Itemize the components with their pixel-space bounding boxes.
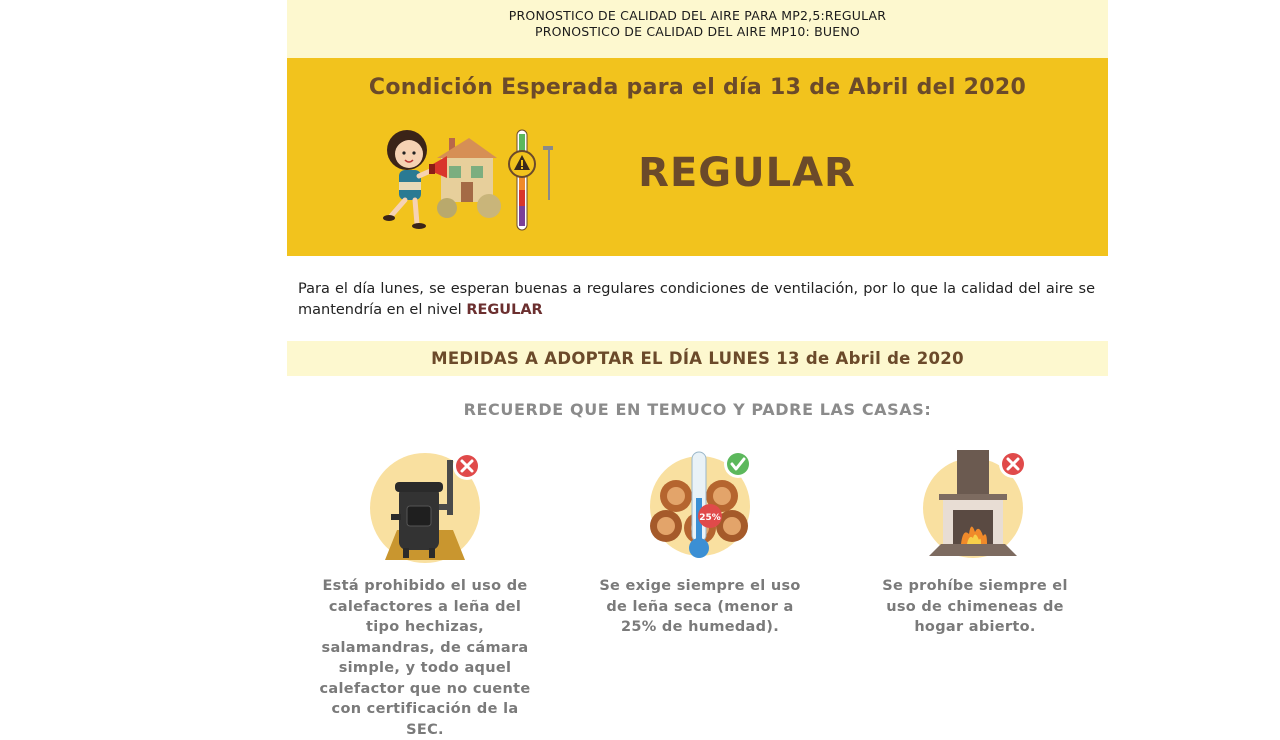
girl-with-megaphone-illustration <box>377 120 557 232</box>
forecast-header <box>287 0 1108 58</box>
measure-card-firewood <box>590 448 810 638</box>
bulletin-column <box>287 0 1108 738</box>
measure-card-stove <box>315 448 535 740</box>
thermometer-label: 25% <box>699 513 721 523</box>
measure-card-fireplace <box>865 448 1085 638</box>
prohibited-badge-icon <box>453 452 481 480</box>
measure-text-firewood: Se exige siempre el uso de leña seca (menor a 25% de humedad). <box>599 578 801 635</box>
condition-title: Condición Esperada para el día 13 de Abril del 2020 <box>368 75 1027 100</box>
forecast-mp25: PRONOSTICO DE CALIDAD DEL AIRE PARA MP2,5:REGULAR <box>508 8 887 23</box>
measure-text-stove: Está prohibido el uso de calefactores a leña del tipo hechizas, salamandras, de cámara simple, y todo aquel calefactor que no cuente con certificación de la SEC. <box>319 578 531 738</box>
description-highlight: REGULAR <box>466 302 543 318</box>
reminder-heading: RECUERDE QUE EN TEMUCO Y PADRE LAS CASAS: <box>463 400 932 419</box>
description-text: Para el día lunes, se esperan buenas a regulares condiciones de ventilación, por lo que la calidad del aire se mantendría en el nivel <box>298 281 1095 318</box>
prohibited-badge-icon <box>999 450 1027 478</box>
open-fireplace-icon <box>905 448 1045 563</box>
forecast-description <box>298 279 1095 321</box>
measure-text-fireplace: Se prohíbe siempre el uso de chimeneas de hogar abierto. <box>882 578 1068 635</box>
condition-level: REGULAR <box>638 150 856 196</box>
wood-stove-icon <box>355 448 495 563</box>
allowed-badge-icon <box>724 450 752 478</box>
dry-firewood-thermometer-icon <box>630 448 770 563</box>
measures-title: MEDIDAS A ADOPTAR EL DÍA LUNES 13 de Abril de 2020 <box>287 341 1108 376</box>
condition-panel <box>287 58 1108 256</box>
forecast-mp10: PRONOSTICO DE CALIDAD DEL AIRE MP10: BUENO <box>535 24 860 39</box>
